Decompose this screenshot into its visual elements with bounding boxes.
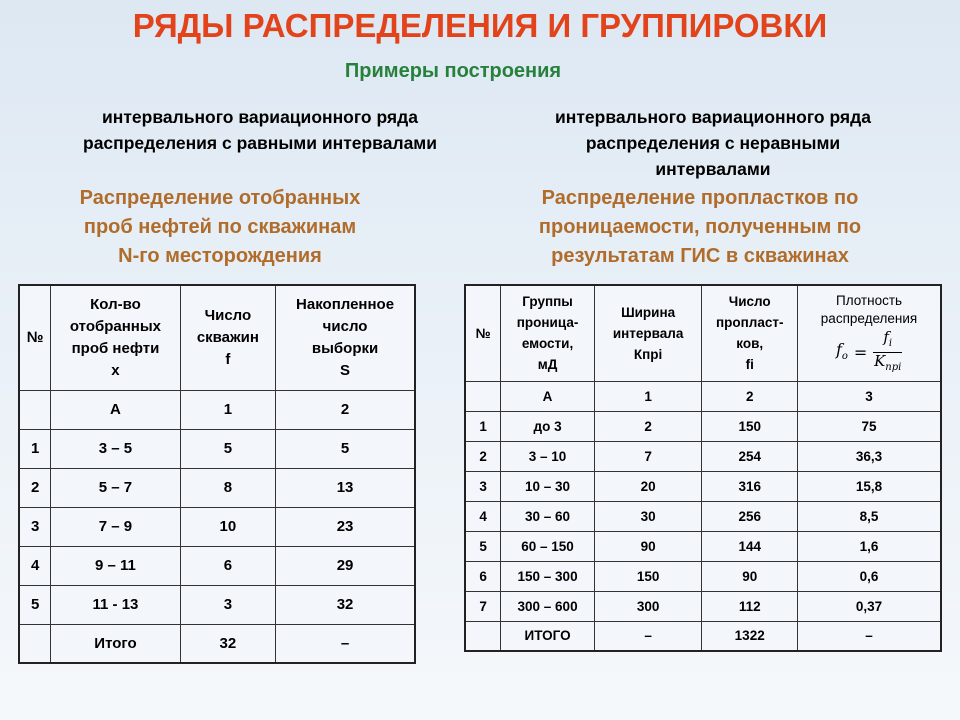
table-cell: 75 bbox=[798, 411, 941, 441]
table-cell: 30 – 60 bbox=[501, 501, 595, 531]
table-cell: 90 bbox=[594, 531, 702, 561]
table-cell: 3 – 5 bbox=[51, 429, 180, 468]
table-cell: 316 bbox=[702, 471, 798, 501]
table-cell: 20 bbox=[594, 471, 702, 501]
table-cell: 2 bbox=[465, 441, 501, 471]
table-cell: 2 bbox=[19, 468, 51, 507]
table-cell: 3 bbox=[465, 471, 501, 501]
table-row bbox=[19, 507, 415, 546]
table-cell: 254 bbox=[702, 441, 798, 471]
right-caption-line: проницаемости, полученным по bbox=[538, 216, 862, 238]
table-cell: 1322 bbox=[702, 621, 798, 651]
table-cell: 300 – 600 bbox=[501, 591, 595, 621]
table-unequal-intervals bbox=[464, 284, 942, 652]
table-cell: 6 bbox=[465, 561, 501, 591]
table-cell: 3 bbox=[19, 507, 51, 546]
table-cell: А bbox=[501, 381, 595, 411]
page-title: РЯДЫ РАСПРЕДЕЛЕНИЯ И ГРУППИРОВКИ bbox=[132, 7, 828, 44]
table-cell: до 3 bbox=[501, 411, 595, 441]
table-cell: 10 – 30 bbox=[501, 471, 595, 501]
table-cell: 9 – 11 bbox=[51, 546, 180, 585]
table-cell: – bbox=[276, 624, 415, 663]
table-cell: 3 – 10 bbox=[501, 441, 595, 471]
table-cell: 30 bbox=[594, 501, 702, 531]
column-header: Группы проница- емости, мД bbox=[501, 285, 595, 381]
table-row bbox=[19, 468, 415, 507]
table-cell: 150 bbox=[594, 561, 702, 591]
table-cell: 7 – 9 bbox=[51, 507, 180, 546]
table-cell: 5 bbox=[19, 585, 51, 624]
table-row bbox=[465, 501, 941, 531]
table-cell: 32 bbox=[276, 585, 415, 624]
table-cell: 2 bbox=[594, 411, 702, 441]
right-heading-line: распределения с неравными bbox=[585, 133, 841, 153]
table-cell: 150 bbox=[702, 411, 798, 441]
table-cell: – bbox=[798, 621, 941, 651]
table-cell: 29 bbox=[276, 546, 415, 585]
left-heading bbox=[30, 104, 490, 156]
table-cell: А bbox=[51, 390, 180, 429]
table-cell: 90 bbox=[702, 561, 798, 591]
column-header: Число скважин f bbox=[180, 285, 275, 390]
table-cell: 8,5 bbox=[798, 501, 941, 531]
table-cell: 2 bbox=[702, 381, 798, 411]
left-caption bbox=[10, 184, 430, 271]
table-index-row bbox=[19, 390, 415, 429]
right-caption-line: Распределение пропластков по bbox=[541, 187, 859, 209]
table-cell: 4 bbox=[465, 501, 501, 531]
page-subtitle: Примеры построения bbox=[344, 60, 562, 82]
table-index-row bbox=[465, 381, 941, 411]
table-cell: 36,3 bbox=[798, 441, 941, 471]
table-cell: 0,6 bbox=[798, 561, 941, 591]
left-caption-line: проб нефтей по скважинам bbox=[83, 216, 357, 238]
table-cell: 60 – 150 bbox=[501, 531, 595, 561]
table-row bbox=[465, 591, 941, 621]
table-cell: 23 bbox=[276, 507, 415, 546]
right-heading bbox=[488, 104, 938, 182]
column-header: Ширина интервала Кпрi bbox=[594, 285, 702, 381]
table-cell: 15,8 bbox=[798, 471, 941, 501]
table-cell: 11 - 13 bbox=[51, 585, 180, 624]
table-header-row bbox=[19, 285, 415, 390]
right-heading-line: интервалами bbox=[655, 159, 771, 179]
table-cell: 6 bbox=[180, 546, 275, 585]
table-cell: Итого bbox=[51, 624, 180, 663]
table-total-row bbox=[465, 621, 941, 651]
table-row bbox=[465, 471, 941, 501]
table-cell: 5 bbox=[180, 429, 275, 468]
left-heading-line: интервального вариационного ряда bbox=[102, 107, 418, 127]
table-cell: 8 bbox=[180, 468, 275, 507]
right-caption bbox=[470, 184, 930, 271]
table-cell bbox=[465, 621, 501, 651]
table-cell: 3 bbox=[798, 381, 941, 411]
table-cell: 144 bbox=[702, 531, 798, 561]
column-header: № bbox=[19, 285, 51, 390]
column-header: Число пропласт- ков, fi bbox=[702, 285, 798, 381]
table-cell: – bbox=[594, 621, 702, 651]
table-cell: 10 bbox=[180, 507, 275, 546]
table-cell: 0,37 bbox=[798, 591, 941, 621]
table-cell: 1 bbox=[180, 390, 275, 429]
table-cell: 5 bbox=[465, 531, 501, 561]
table-cell: 5 bbox=[276, 429, 415, 468]
table-cell bbox=[19, 390, 51, 429]
column-header: Накопленное число выборки S bbox=[276, 285, 415, 390]
table-cell: 13 bbox=[276, 468, 415, 507]
table-cell: 1 bbox=[465, 411, 501, 441]
table-cell: 1,6 bbox=[798, 531, 941, 561]
density-formula: $f_о$ = $f_i$ $K_{npi}$ bbox=[835, 328, 902, 374]
table-cell: 5 – 7 bbox=[51, 468, 180, 507]
table-equal-intervals bbox=[18, 284, 416, 664]
column-header: Кол-во отобранных проб нефти x bbox=[51, 285, 180, 390]
table-cell bbox=[19, 624, 51, 663]
left-caption-line: Распределение отобранных bbox=[79, 187, 361, 209]
left-heading-line: распределения с равными интервалами bbox=[83, 133, 437, 153]
right-heading-line: интервального вариационного ряда bbox=[555, 107, 871, 127]
table-cell: 7 bbox=[465, 591, 501, 621]
table-cell: 112 bbox=[702, 591, 798, 621]
table-cell bbox=[465, 381, 501, 411]
table-cell: 4 bbox=[19, 546, 51, 585]
table-cell: 2 bbox=[276, 390, 415, 429]
table-cell: 256 bbox=[702, 501, 798, 531]
left-caption-line: N-го месторождения bbox=[118, 245, 322, 267]
right-caption-line: результатам ГИС в скважинах bbox=[551, 245, 849, 267]
column-header: Плотность распределения $f_о$ = $f_i$ $K_{npi}$ bbox=[798, 285, 941, 381]
table-cell: 7 bbox=[594, 441, 702, 471]
table-cell: 3 bbox=[180, 585, 275, 624]
table-cell: ИТОГО bbox=[501, 621, 595, 651]
table-cell: 32 bbox=[180, 624, 275, 663]
table-row bbox=[19, 429, 415, 468]
table-cell: 300 bbox=[594, 591, 702, 621]
table-row bbox=[465, 411, 941, 441]
table-cell: 150 – 300 bbox=[501, 561, 595, 591]
column-header: № bbox=[465, 285, 501, 381]
table-row bbox=[19, 585, 415, 624]
table-row bbox=[465, 441, 941, 471]
table-header-row bbox=[465, 285, 941, 381]
table-cell: 1 bbox=[594, 381, 702, 411]
table-row bbox=[19, 546, 415, 585]
table-row bbox=[465, 531, 941, 561]
table-total-row bbox=[19, 624, 415, 663]
table-cell: 1 bbox=[19, 429, 51, 468]
table-row bbox=[465, 561, 941, 591]
